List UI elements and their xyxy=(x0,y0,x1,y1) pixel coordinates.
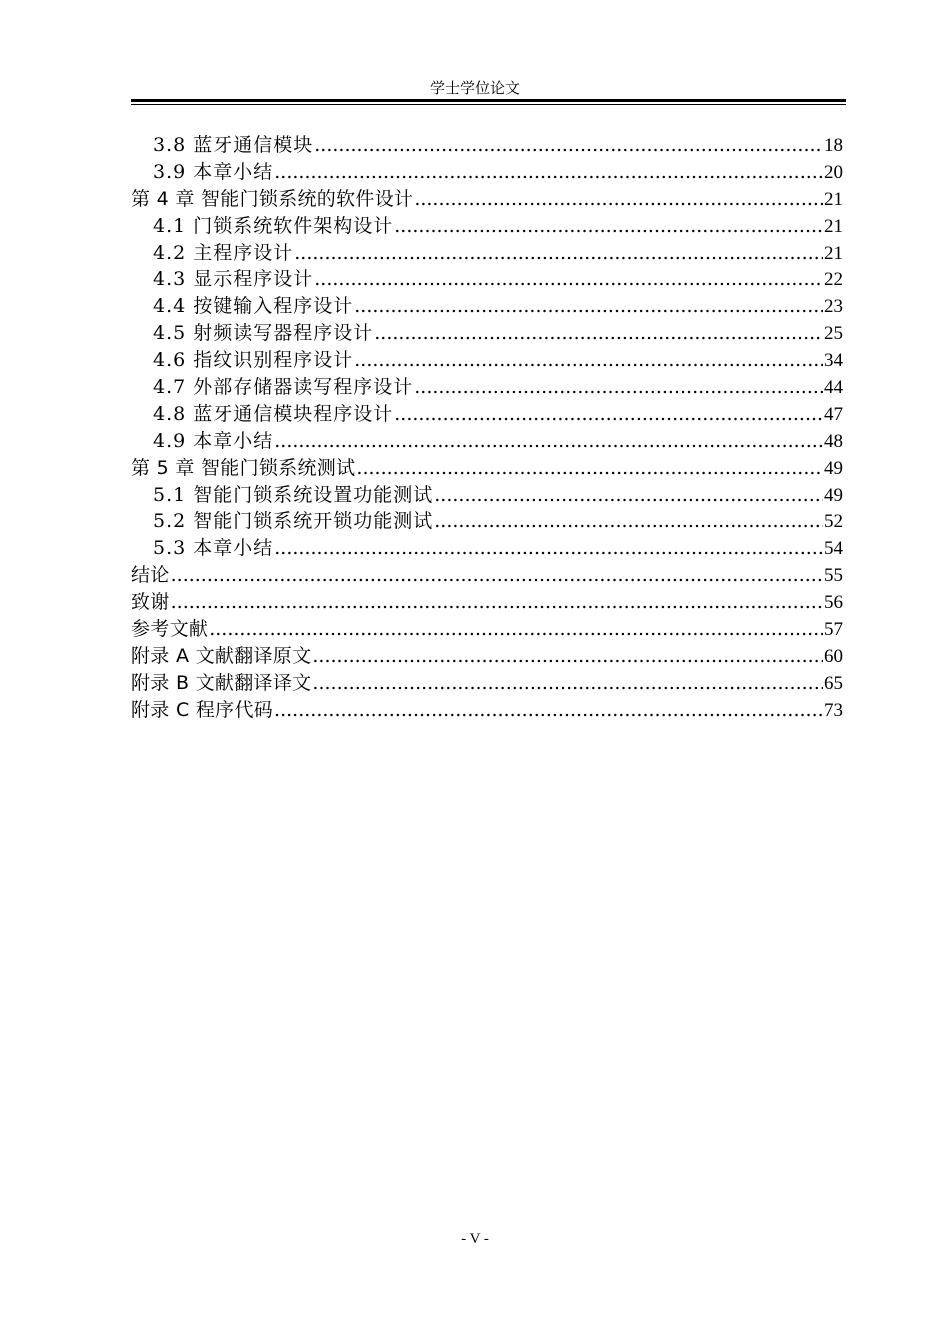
toc-entry[interactable] xyxy=(131,616,843,643)
toc-entry[interactable] xyxy=(131,159,843,186)
toc-entry-label: 附录 C 程序代码 xyxy=(131,698,274,721)
toc-dot-leader xyxy=(314,266,823,293)
toc-dot-leader xyxy=(356,455,823,482)
toc-entry-page: 23 xyxy=(824,296,843,318)
toc-entry-label: 4.6 指纹识别程序设计 xyxy=(153,349,354,372)
toc-dot-leader xyxy=(171,589,823,616)
toc-entry-label: 4.2 主程序设计 xyxy=(153,241,294,264)
toc-entry-label: 5.3 本章小结 xyxy=(153,537,274,560)
toc-entry[interactable] xyxy=(131,482,843,509)
toc-entry[interactable] xyxy=(131,428,843,455)
toc-entry-page: 65 xyxy=(824,672,843,694)
header-title: 学士学位论文 xyxy=(429,79,520,97)
toc-dot-leader xyxy=(294,240,823,267)
toc-entry-page: 21 xyxy=(824,188,843,210)
toc-dot-leader xyxy=(374,320,823,347)
toc-dot-leader xyxy=(274,428,823,455)
toc-dot-leader xyxy=(209,616,823,643)
toc-entry[interactable] xyxy=(131,186,843,213)
toc-dot-leader xyxy=(434,508,823,535)
toc-entry-page: 57 xyxy=(824,619,843,641)
toc-entry[interactable] xyxy=(131,213,843,240)
header-rule-thin xyxy=(131,104,846,105)
toc-entry-label: 附录 A 文献翻译原文 xyxy=(131,644,312,667)
toc-entry[interactable] xyxy=(131,374,843,401)
toc-entry-page: 73 xyxy=(824,699,843,721)
toc-dot-leader xyxy=(394,401,823,428)
toc-dot-leader xyxy=(394,213,823,240)
toc-entry[interactable] xyxy=(131,293,843,320)
toc-entry-page: 34 xyxy=(824,350,843,372)
header-rule-thick xyxy=(131,99,846,102)
toc-entry-page: 48 xyxy=(824,430,843,452)
toc-entry-label: 4.9 本章小结 xyxy=(153,429,274,452)
toc-entry-label: 结论 xyxy=(131,564,170,587)
toc-entry-label: 3.8 蓝牙通信模块 xyxy=(153,134,314,156)
toc-entry[interactable] xyxy=(131,589,843,616)
toc-entry-page: 56 xyxy=(824,592,843,614)
toc-entry[interactable] xyxy=(131,132,843,159)
toc-entry-page: 18 xyxy=(824,135,843,156)
toc-entry[interactable] xyxy=(131,320,843,347)
toc-entry[interactable] xyxy=(131,455,843,482)
toc-entry-page: 52 xyxy=(824,511,843,533)
toc-entry-page: 22 xyxy=(824,269,843,291)
toc-entry-label: 4.3 显示程序设计 xyxy=(153,268,314,291)
toc-entry-label: 5.2 智能门锁系统开锁功能测试 xyxy=(153,510,434,533)
toc-entry-label: 致谢 xyxy=(131,591,170,614)
toc-dot-leader xyxy=(414,186,823,213)
toc-entry-page: 49 xyxy=(824,457,843,479)
toc-entry-page: 49 xyxy=(824,484,843,506)
toc-entry-label: 4.4 按键输入程序设计 xyxy=(153,295,354,318)
toc-dot-leader xyxy=(354,293,823,320)
toc-dot-leader xyxy=(312,670,823,697)
toc-dot-leader xyxy=(314,132,823,159)
toc-entry[interactable] xyxy=(131,240,843,267)
toc-entry[interactable] xyxy=(131,562,843,589)
toc-entry-page: 60 xyxy=(824,645,843,667)
toc-dot-leader xyxy=(434,482,823,509)
toc-entry-label: 附录 B 文献翻译译文 xyxy=(131,671,312,694)
toc-entry[interactable] xyxy=(131,347,843,374)
toc-entry[interactable] xyxy=(131,508,843,535)
toc-entry-label: 参考文献 xyxy=(131,618,209,641)
toc-entry-label: 4.8 蓝牙通信模块程序设计 xyxy=(153,402,394,425)
toc-entry-label: 4.7 外部存储器读写程序设计 xyxy=(153,376,414,399)
toc-entry-page: 21 xyxy=(824,242,843,264)
toc-entry[interactable] xyxy=(131,670,843,697)
toc-entry-page: 55 xyxy=(824,565,843,587)
toc-entry[interactable] xyxy=(131,401,843,428)
toc-entry-label: 5.1 智能门锁系统设置功能测试 xyxy=(153,483,434,506)
toc-dot-leader xyxy=(274,697,823,724)
toc-dot-leader xyxy=(274,159,823,186)
table-of-contents xyxy=(131,132,843,724)
toc-entry-page: 21 xyxy=(824,215,843,237)
toc-entry-page: 20 xyxy=(824,161,843,183)
toc-entry-page: 44 xyxy=(824,377,843,399)
toc-dot-leader xyxy=(312,643,823,670)
toc-entry-label: 4.1 门锁系统软件架构设计 xyxy=(153,214,394,237)
toc-entry-label: 第 5 章 智能门锁系统测试 xyxy=(131,456,356,479)
toc-entry[interactable] xyxy=(131,266,843,293)
toc-dot-leader xyxy=(274,535,823,562)
toc-dot-leader xyxy=(171,562,823,589)
toc-entry-page: 54 xyxy=(824,538,843,560)
toc-entry[interactable] xyxy=(131,643,843,670)
page-number: - V - xyxy=(461,1231,489,1247)
toc-entry[interactable] xyxy=(131,535,843,562)
toc-entry-label: 第 4 章 智能门锁系统的软件设计 xyxy=(131,187,414,210)
toc-entry-label: 4.5 射频读写器程序设计 xyxy=(153,322,374,345)
toc-entry-label: 3.9 本章小结 xyxy=(153,160,274,183)
toc-entry[interactable] xyxy=(131,697,843,724)
toc-dot-leader xyxy=(354,347,823,374)
toc-entry-page: 47 xyxy=(824,403,843,425)
toc-dot-leader xyxy=(414,374,823,401)
toc-entry-page: 25 xyxy=(824,323,843,345)
